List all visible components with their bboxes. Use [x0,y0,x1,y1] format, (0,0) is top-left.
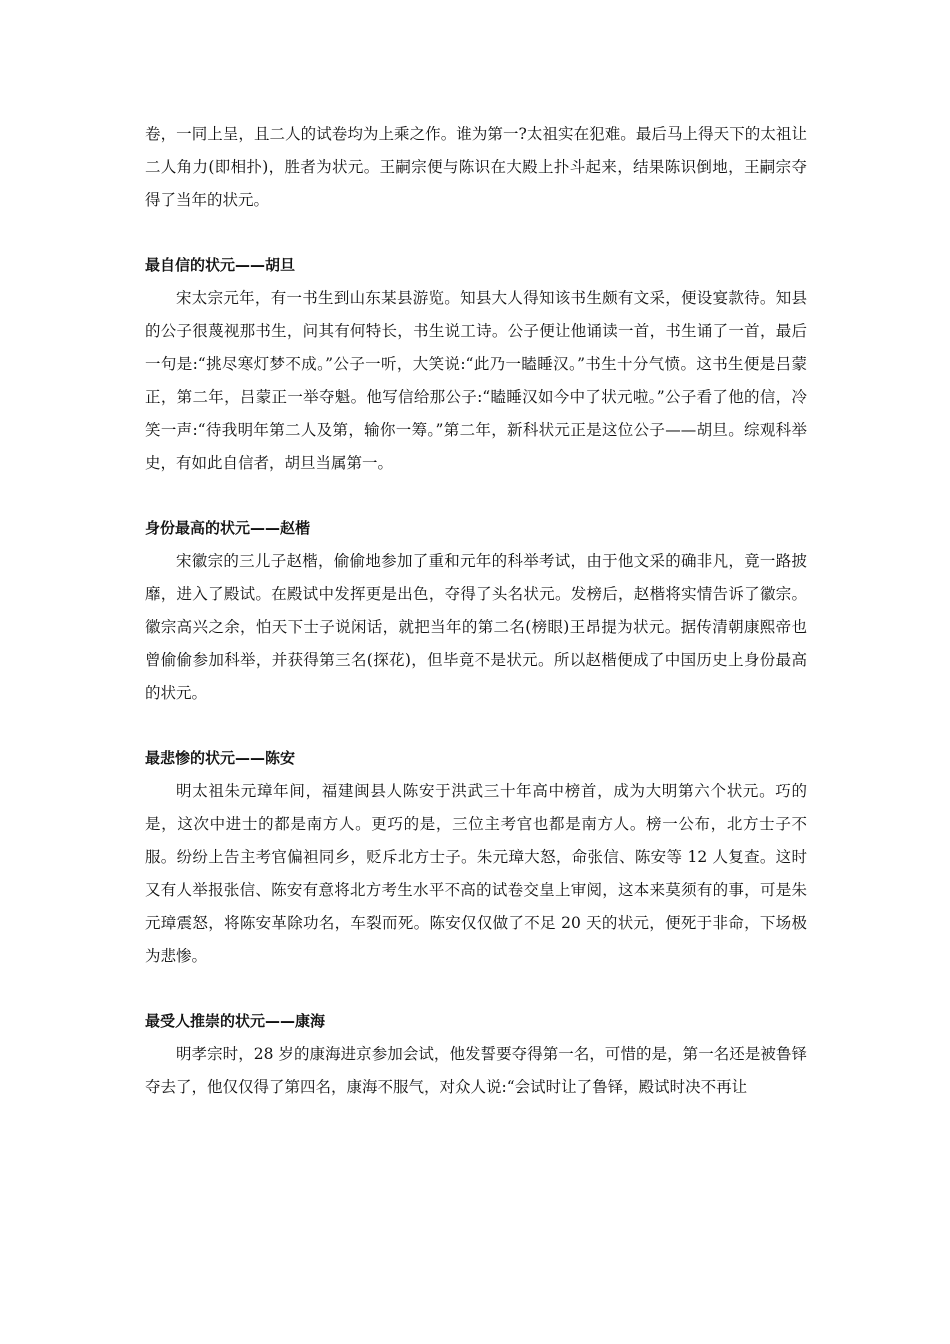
section-paragraph-hu-dan: 宋太宗元年，有一书生到山东某县游览。知县大人得知该书生颇有文采，便设宴款待。知县的公子很蔑视那书生，问其有何特长，书生说工诗。公子便让他诵读一首，书生诵了一首，最后一句是:“挑尽寒灯梦不成。”公子一听，大笑说:“此乃一瞌睡汉。”书生十分气愤。这书生便是吕蒙正，第二年，吕蒙正一举夺魁。他写信给那公子:“瞌睡汉如今中了状元啦。”公子看了他的信，冷笑一声:“待我明年第二人及第，输你一筹。”第二年，新科状元正是这位公子——胡旦。综观科举史，有如此自信者，胡旦当属第一。 [145,289,807,472]
section-paragraph-kang-hai: 明孝宗时，28 岁的康海进京参加会试，他发誓要夺得第一名，可惜的是，第一名还是被鲁铎夺去了，他仅仅得了第四名，康海不服气，对众人说:“会试时让了鲁铎，殿试时决不再让 [145,1045,807,1096]
section-heading-hu-dan: 最自信的状元——胡旦 [145,256,296,274]
section-heading-zhao-kai: 身份最高的状元——赵楷 [145,519,311,537]
section-paragraph-chen-an: 明太祖朱元璋年间，福建闽县人陈安于洪武三十年高中榜首，成为大明第六个状元。巧的是，这次中进士的都是南方人。更巧的是，三位主考官也都是南方人。榜一公布，北方士子不服。纷纷上告主考官偏袒同乡，贬斥北方士子。朱元璋大怒，命张信、陈安等 12 人复查。这时又有人举报张信、陈安有意将北方考生水平不高的试卷交皇上审阅，这本来莫须有的事，可是朱元璋震怒，将陈安革除功名，车裂而死。陈安仅仅做了不足 20 天的状元，便死于非命，下场极为悲惨。 [145,782,807,965]
document-body [145,118,807,1104]
section-paragraph-zhao-kai: 宋徽宗的三儿子赵楷，偷偷地参加了重和元年的科举考试，由于他文采的确非凡，竟一路披靡，进入了殿试。在殿试中发挥更是出色，夺得了头名状元。发榜后，赵楷将实情告诉了徽宗。徽宗高兴之余，怕天下士子说闲话，就把当年的第二名(榜眼)王昂提为状元。据传清朝康熙帝也曾偷偷参加科举，并获得第三名(探花)，但毕竟不是状元。所以赵楷便成了中国历史上身份最高的状元。 [145,552,807,702]
section-heading-chen-an: 最悲惨的状元——陈安 [145,749,296,767]
section-heading-kang-hai: 最受人推崇的状元——康海 [145,1012,326,1030]
intro-paragraph: 卷，一同上呈，且二人的试卷均为上乘之作。谁为第一?太祖实在犯难。最后马上得天下的太祖让二人角力(即相扑)，胜者为状元。王嗣宗便与陈识在大殿上扑斗起来，结果陈识倒地，王嗣宗夺得了当年的状元。 [145,125,807,209]
